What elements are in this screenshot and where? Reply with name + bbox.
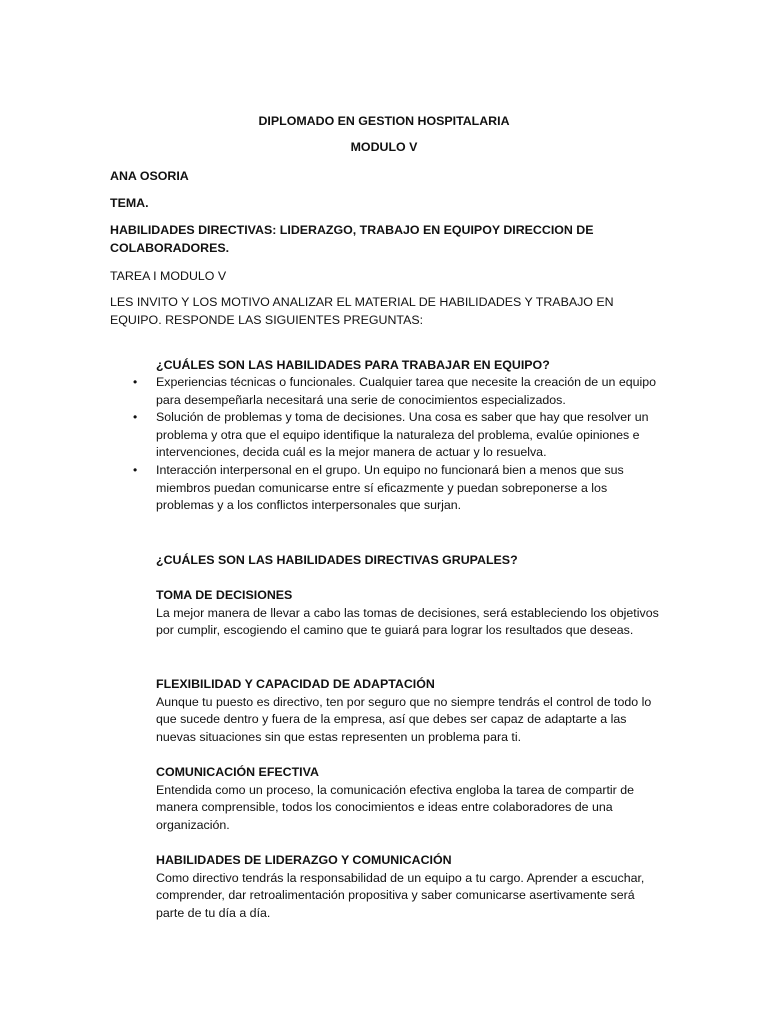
assignment-title: TAREA I MODULO V xyxy=(110,269,227,283)
bullet-icon: • xyxy=(133,462,138,477)
section-liderazgo-comunicacion xyxy=(156,852,666,922)
bullet-icon: • xyxy=(133,410,138,425)
list-item xyxy=(133,462,666,515)
tema-label: TEMA. xyxy=(110,196,149,210)
section-comunicacion-efectiva xyxy=(156,764,666,834)
section-flexibilidad xyxy=(156,676,666,746)
section-heading: COMUNICACIÓN EFECTIVA xyxy=(156,765,319,779)
section-heading: FLEXIBILIDAD Y CAPACIDAD DE ADAPTACIÓN xyxy=(156,677,435,691)
section-toma-de-decisiones xyxy=(156,587,666,640)
list-item xyxy=(133,409,666,462)
list-item xyxy=(133,374,666,409)
section-body: Aunque tu puesto es directivo, ten por seguro que no siempre tendrás el control de todo lo que sucede dentro y fuera de la empresa, así que debes ser capaz de adaptarte a las nuevas situaciones sin que estas representen un problema para ti. xyxy=(156,694,652,744)
bullet-text: Solución de problemas y toma de decisiones. Una cosa es saber que hay que resolver un problema y otra que el equipo identifique la naturaleza del problema, evalúe opiniones e intervenciones, decida cuál es la mejor manera de actuar y lo resuelva. xyxy=(156,410,649,460)
author-name: ANA OSORIA xyxy=(110,169,189,183)
section-body: La mejor manera de llevar a cabo las tomas de decisiones, será estableciendo los objetivos por cumplir, escogiendo el camino que te guiará para lograr los resultados que deseas. xyxy=(156,605,659,638)
section-body: Como directivo tendrás la responsabilidad de un equipo a tu cargo. Aprender a escuchar, comprender, dar retroalimentación propositiva y saber comunicarse asertivamente será parte de tu día a día. xyxy=(156,870,645,920)
question-1-bullet-list xyxy=(133,374,666,515)
section-heading: TOMA DE DECISIONES xyxy=(156,588,293,602)
bullet-icon: • xyxy=(133,375,138,389)
bullet-text: Experiencias técnicas o funcionales. Cualquier tarea que necesite la creación de un equipo para desempeñarla necesitará una serie de conocimientos especializados. xyxy=(156,375,657,407)
bullet-text: Interacción interpersonal en el grupo. Un equipo no funcionará bien a menos que sus miembros puedan comunicarse entre sí eficazmente y puedan sobreponerse a los problemas y a los conflictos interpersonales que surjan. xyxy=(156,462,624,513)
question-2-title: ¿CUÁLES SON LAS HABILIDADES DIRECTIVAS GRUPALES? xyxy=(156,553,518,567)
section-heading: HABILIDADES DE LIDERAZGO Y COMUNICACIÓN xyxy=(156,853,452,867)
intro-paragraph: LES INVITO Y LOS MOTIVO ANALIZAR EL MATERIAL DE HABILIDADES Y TRABAJO EN EQUIPO. RESPONDE LAS SIGUIENTES PREGUNTAS: xyxy=(110,295,614,327)
tema-text: HABILIDADES DIRECTIVAS: LIDERAZGO, TRABAJO EN EQUIPOY DIRECCION DE COLABORADORES. xyxy=(110,223,594,255)
question-1-title: ¿CUÁLES SON LAS HABILIDADES PARA TRABAJAR EN EQUIPO? xyxy=(156,358,550,372)
section-body: Entendida como un proceso, la comunicación efectiva engloba la tarea de compartir de manera comprensible, todos los conocimientos e ideas entre colaboradores de una organización. xyxy=(156,782,635,832)
module-label: MODULO V xyxy=(350,140,418,154)
document-title: DIPLOMADO EN GESTION HOSPITALARIA xyxy=(258,114,510,128)
